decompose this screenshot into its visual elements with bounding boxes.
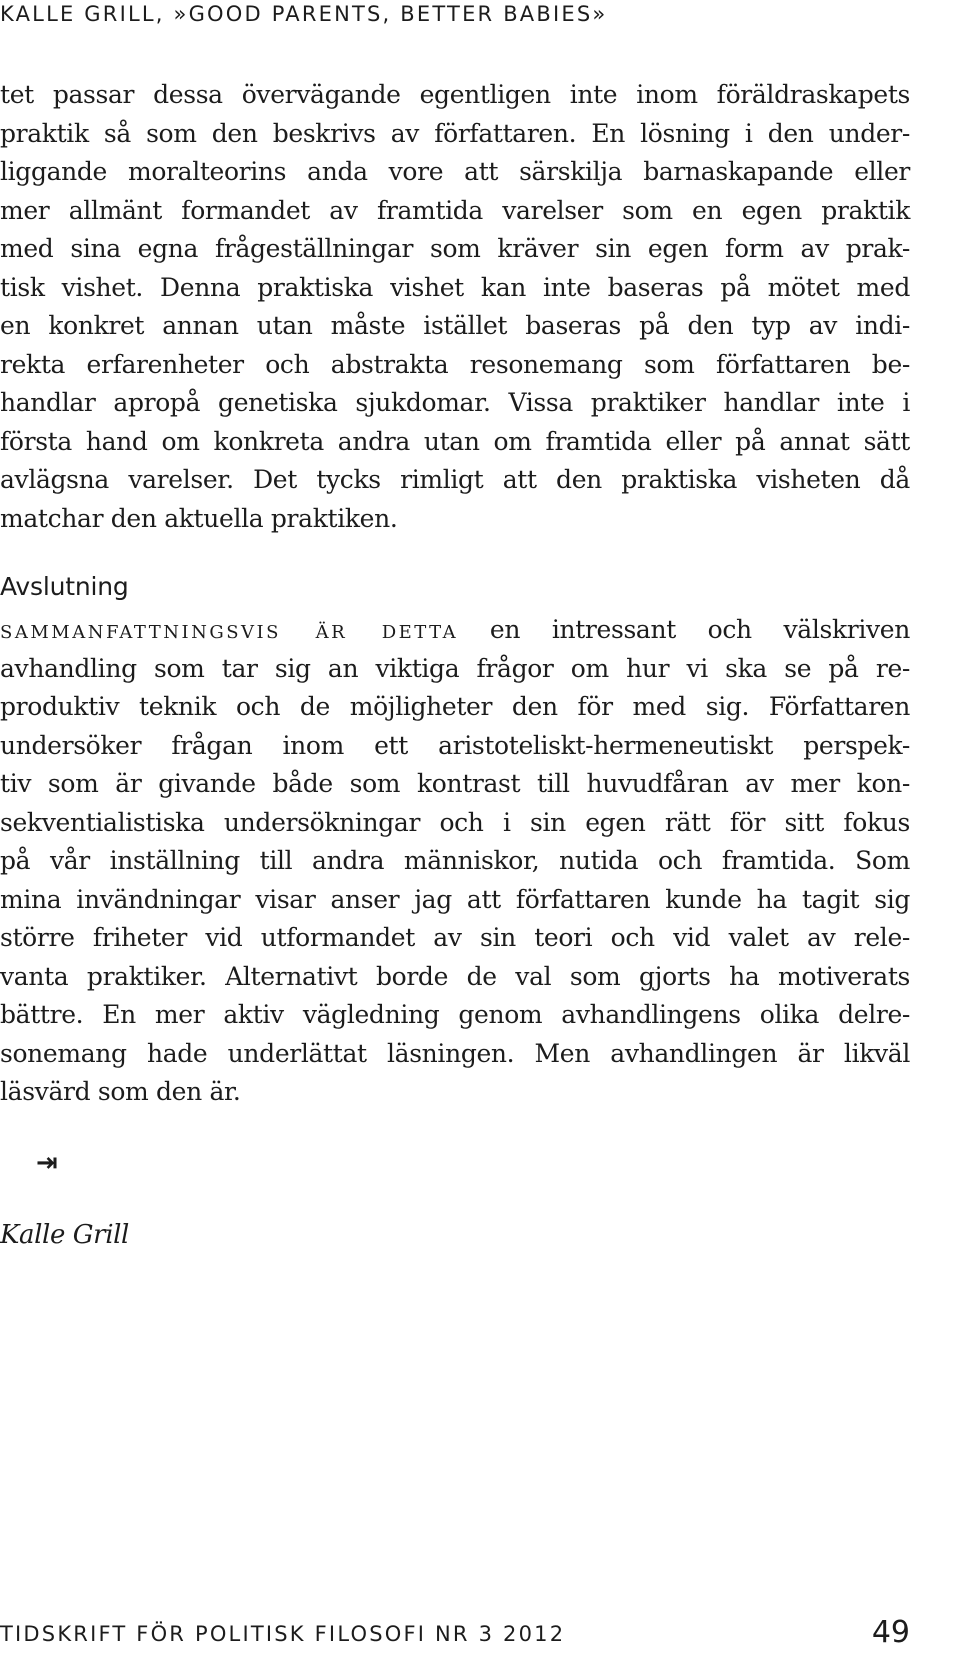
page-footer	[0, 1610, 910, 1650]
text-line: liggande moralteorins anda vore att särskilja barnaskapande eller	[0, 157, 910, 186]
text-line: en konkret annan utan måste istället baseras på den typ av indi-	[0, 311, 910, 340]
section-heading: Avslutning	[0, 572, 129, 601]
author-signature: Kalle Grill	[0, 1220, 129, 1250]
text-line: mina invändningar visar anser jag att författaren kunde ha tagit sig	[0, 884, 910, 914]
page-number: 49	[871, 1615, 910, 1650]
end-of-article-arrow-icon: ⇥	[36, 1148, 58, 1178]
text-line: tiv som är givande både som kontrast till huvudfåran av mer kon-	[0, 769, 910, 798]
text-line: på vår inställning till andra människor, nutida och framtida. Som	[0, 846, 910, 875]
text-line: avhandling som tar sig an viktiga frågor om hur vi ska se på re-	[0, 653, 910, 683]
text-line: med sina egna frågeställningar som kräver sin egen form av prak-	[0, 234, 910, 263]
text-line: bättre. En mer aktiv vägledning genom avhandlingens olika delre-	[0, 1000, 910, 1029]
text-line: mer allmänt formandet av framtida varelser som en egen praktik	[0, 195, 910, 225]
text-line: vanta praktiker. Alternativt borde de val som gjorts ha motiverats	[0, 961, 910, 991]
running-head: KALLE GRILL, »GOOD PARENTS, BETTER BABIES»	[0, 2, 608, 26]
text-line: rekta erfarenheter och abstrakta resonemang som författaren be-	[0, 349, 910, 379]
text-line: tisk vishet. Denna praktiska vishet kan inte baseras på mötet med	[0, 272, 910, 302]
lead-in-rest: en intressant och välskriven	[458, 615, 910, 644]
text-line: avlägsna varelser. Det tycks rimligt att den praktiska visheten då	[0, 465, 910, 494]
body-paragraph-2	[0, 611, 910, 1112]
text-line: produktiv teknik och de möjligheter den för med sig. Författaren	[0, 692, 910, 721]
text-line: sonemang hade underlättat läsningen. Men avhandlingen är likväl	[0, 1038, 910, 1068]
footer-journal-title: TIDSKRIFT FÖR POLITISK FILOSOFI NR 3 2012	[0, 1622, 566, 1646]
text-line: matchar den aktuella praktiken.	[0, 503, 398, 533]
text-line: första hand om konkreta andra utan om framtida eller på annat sätt	[0, 426, 910, 456]
text-line: undersöker frågan inom ett aristoteliskt-hermeneutiskt perspek-	[0, 730, 910, 760]
text-line: praktik så som den beskrivs av författaren. En lösning i den under-	[0, 118, 910, 148]
text-line: större friheter vid utformandet av sin teori och vid valet av rele-	[0, 923, 910, 952]
text-line: sekventialistiska undersökningar och i sin egen rätt för sitt fokus	[0, 807, 910, 837]
text-line: handlar apropå genetiska sjukdomar. Vissa praktiker handlar inte i	[0, 388, 910, 417]
text-line-first	[0, 611, 910, 650]
text-line: läsvärd som den är.	[0, 1077, 241, 1106]
lead-in-smallcaps: sammanfattningsvis är detta	[0, 615, 459, 644]
text-line: tet passar dessa övervägande egentligen inte inom föräldraskapets	[0, 80, 910, 109]
body-paragraph-1	[0, 76, 910, 538]
